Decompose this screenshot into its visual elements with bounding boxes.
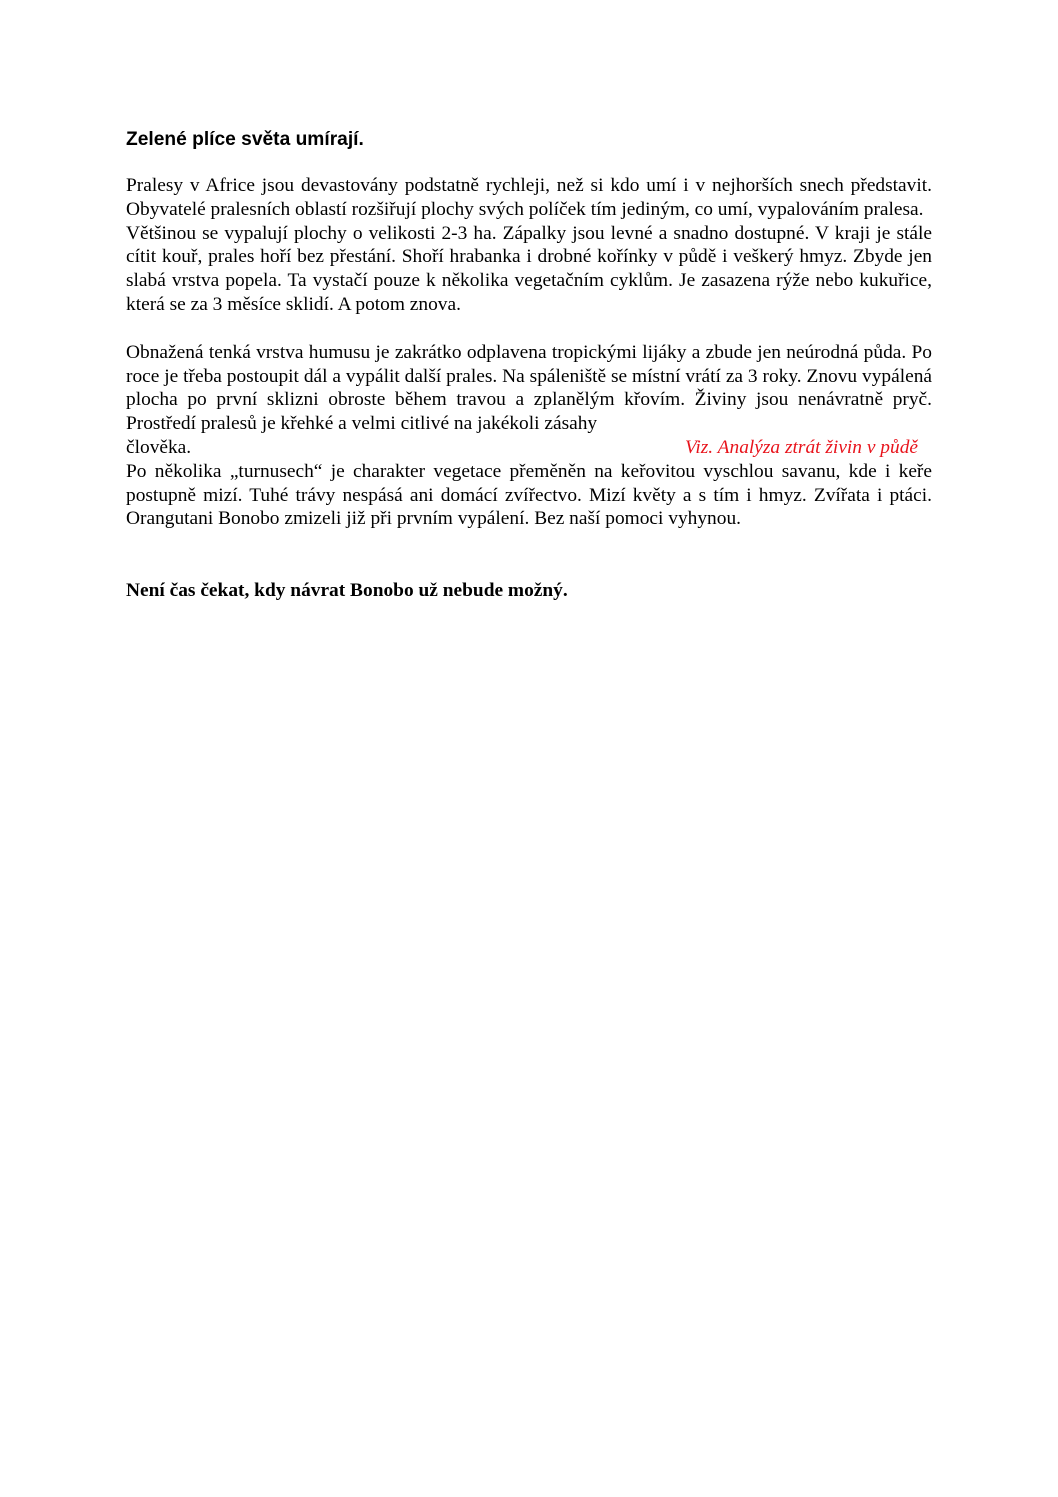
reference-line xyxy=(126,436,932,460)
closing-statement: Není čas čekat, kdy návrat Bonobo už nebude možný. xyxy=(126,580,568,602)
paragraph-burning: Většinou se vypalují plochy o velikosti 2-3 ha. Zápalky jsou levné a snadno dostupné. V kraji je stále cítit kouř, prales hoří bez přestání. Shoří hrabanka i drobné kořínky v půdě i veškerý hmyz. Zbyde jen slabá vrstva popela. Ta vystačí pouze k několika vegetačním cyklům. Je zasazena rýže nebo kukuřice, která se za 3 měsíce sklidí. A potom znova. xyxy=(126,222,932,315)
document-title: Zelené plíce světa umírají. xyxy=(126,129,364,150)
paragraph-intro: Pralesy v Africe jsou devastovány podstatně rychleji, než si kdo umí i v nejhorších snech představit. Obyvatelé pralesních oblastí rozšiřují plochy svých políček tím jediným, co umí, vypalováním pralesa. xyxy=(126,175,932,220)
paragraph-soil: Obnažená tenká vrstva humusu je zakrátko odplavena tropickými lijáky a zbude jen neúrodná půda. Po roce je třeba postoupit dál a vypálit další prales. Na spáleniště se místní vrátí za 3 roky. Znovu vypálená plocha po první sklizni obroste během travou a zplanělým křovím. Živiny jsou nenávratně pryč. Prostředí pralesů je křehké a velmi citlivé na jakékoli zásahy xyxy=(126,341,932,435)
paragraph-savanna: Po několika „turnusech“ je charakter vegetace přeměněn na keřovitou vyschlou savanu, kde i keře postupně mizí. Tuhé trávy nespásá ani domácí zvířectvo. Mizí květy a s tím i hmyz. Zvířata i ptáci. Orangutani Bonobo zmizeli již při prvním vypálení. Bez naší pomoci vyhynou. xyxy=(126,460,932,530)
paragraph-spacer xyxy=(126,317,932,341)
closing-spacer xyxy=(126,531,932,579)
document-body xyxy=(126,128,932,603)
paragraph-soil-end: člověka. xyxy=(126,436,192,458)
reference-link[interactable]: Viz. Analýza ztrát živin v půdě xyxy=(684,436,918,458)
